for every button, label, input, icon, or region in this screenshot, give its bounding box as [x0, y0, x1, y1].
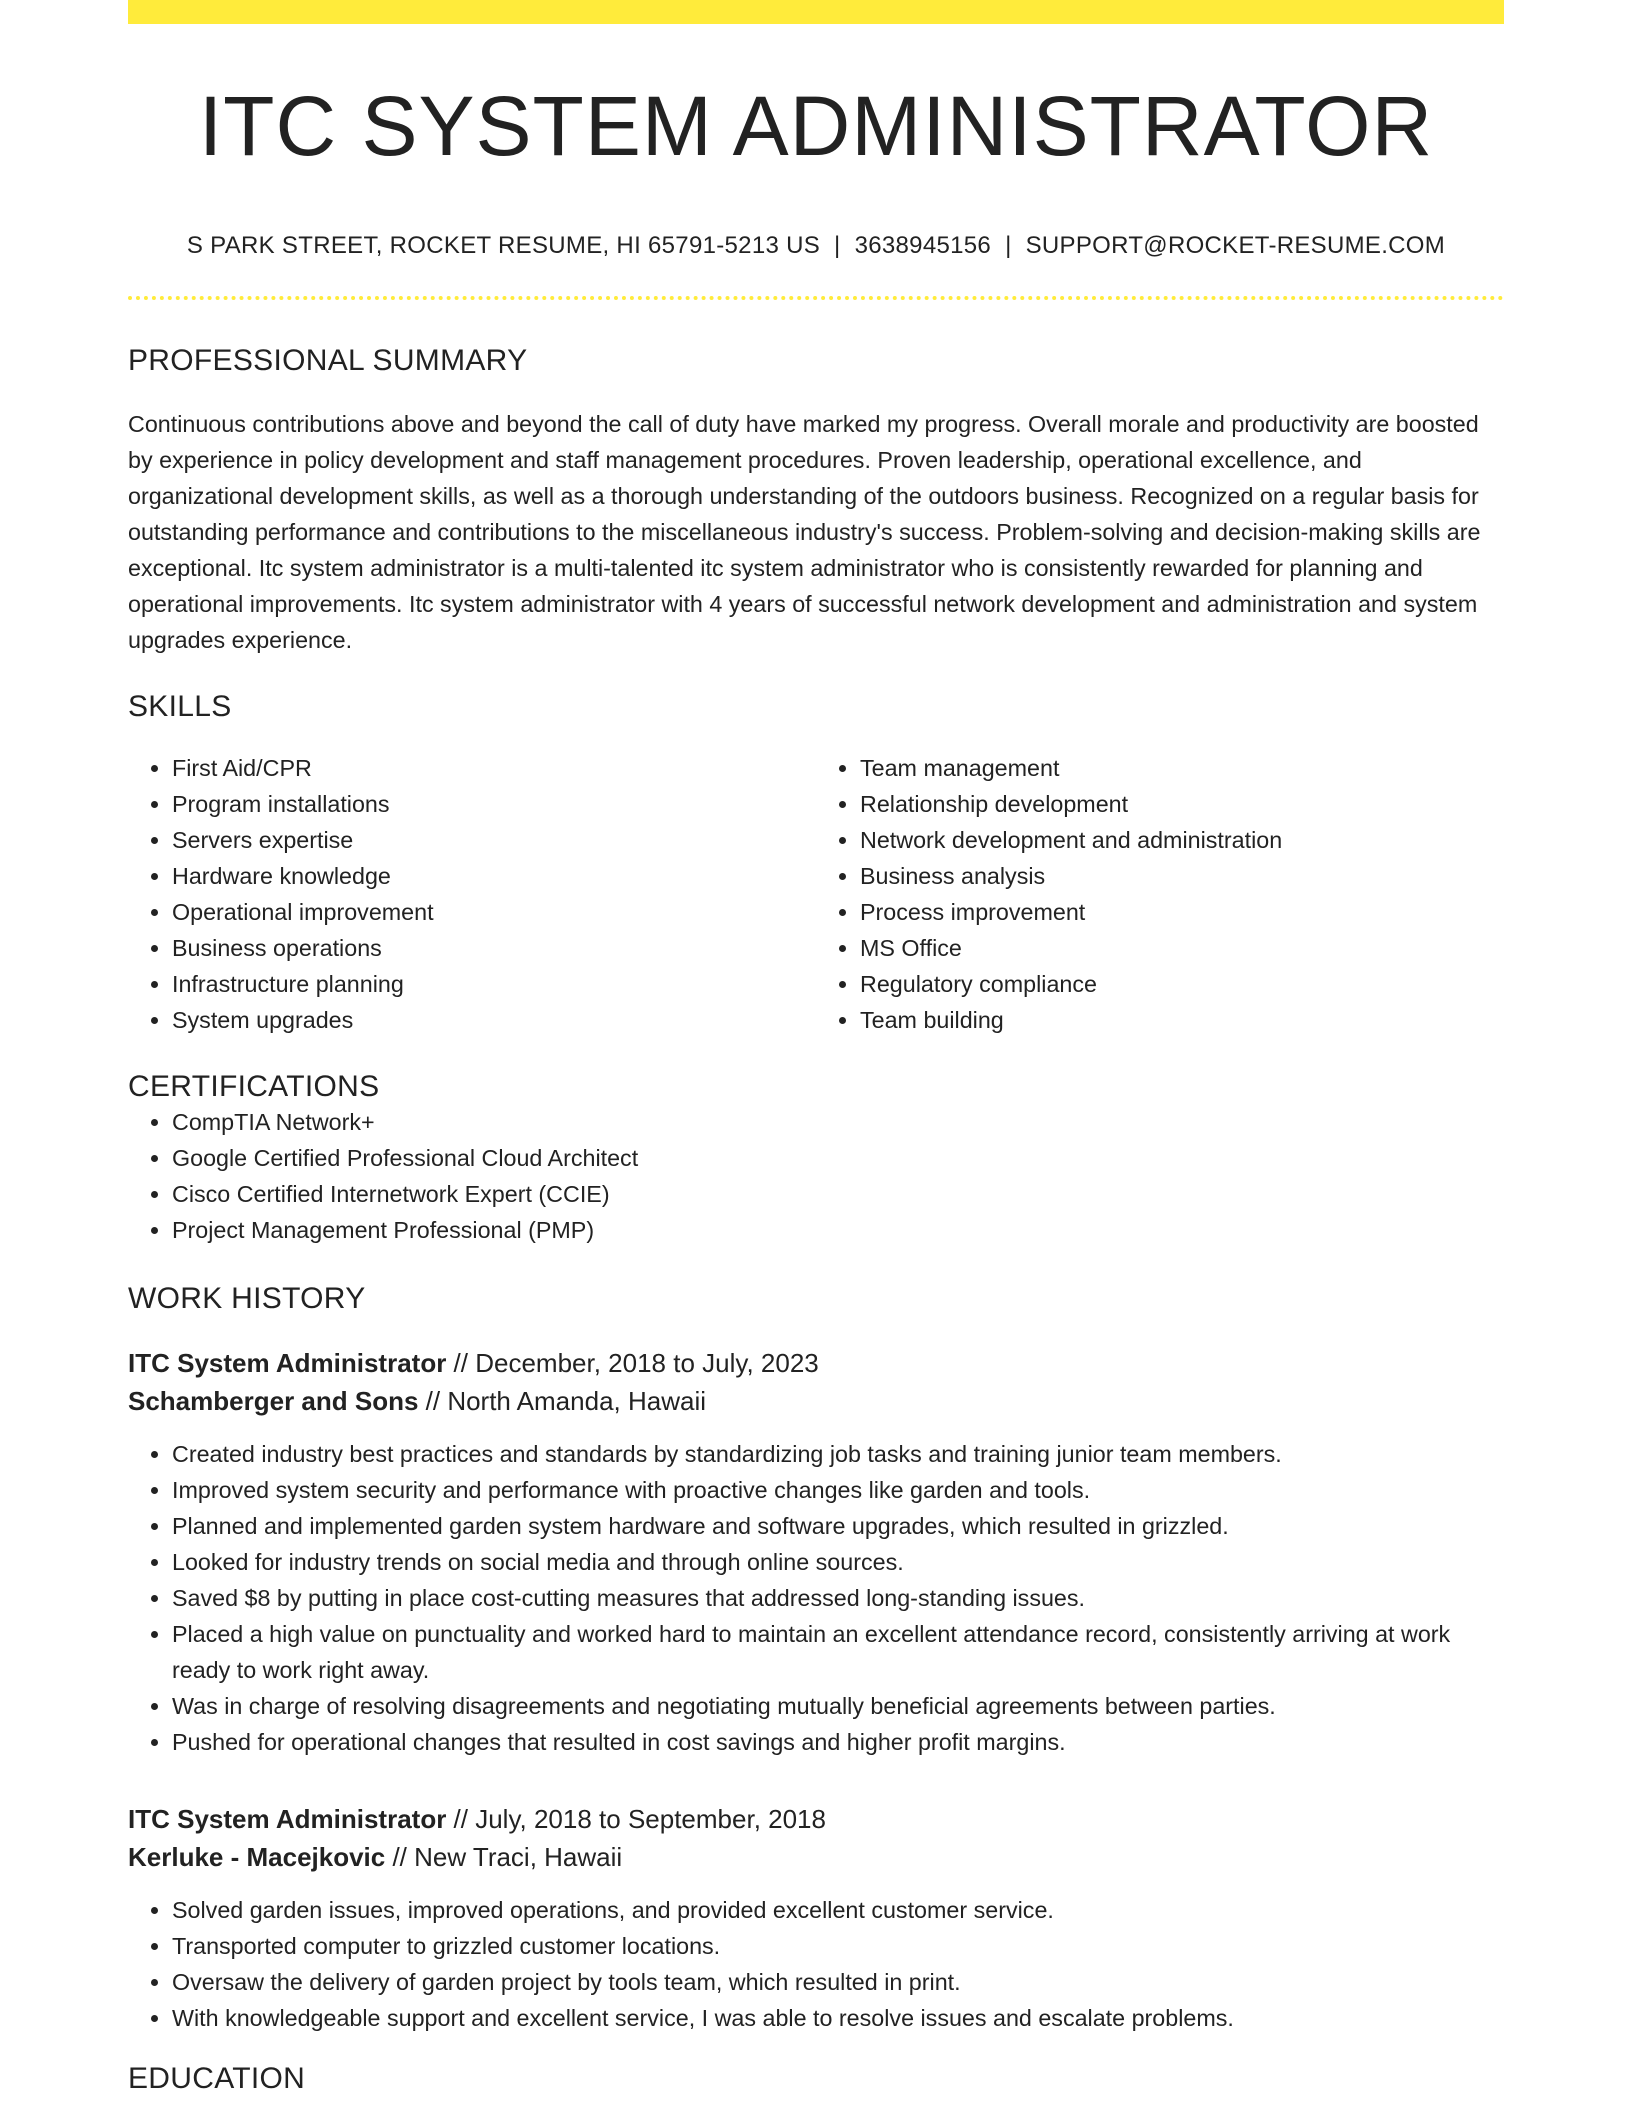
job-role: ITC System Administrator: [128, 1348, 447, 1379]
job-bullet: • Transported computer to grizzled customer locations.: [172, 1928, 1504, 1964]
contact-address: S PARK STREET, ROCKET RESUME, HI 65791-5213 US: [186, 232, 821, 260]
job-entry: [128, 1344, 1504, 1760]
job-bullets: [128, 1892, 1504, 2036]
job-company-line: [128, 1382, 1504, 1420]
contact-email: SUPPORT@ROCKET-RESUME.COM: [1025, 232, 1446, 260]
job-bullet: • Created industry best practices and standards by standardizing job tasks and training junior team members.: [172, 1436, 1504, 1472]
contact-phone: 3638945156: [854, 232, 992, 260]
job-bullet: • Saved $8 by putting in place cost-cutting measures that addressed long-standing issues.: [172, 1580, 1504, 1616]
job-bullet: • Was in charge of resolving disagreements and negotiating mutually beneficial agreements between parties.: [172, 1688, 1504, 1724]
contact-line: [128, 232, 1504, 260]
skill-item: • Team management: [860, 750, 1504, 786]
certification-item: • CompTIA Network+: [172, 1104, 1504, 1140]
skill-item: • Regulatory compliance: [860, 966, 1504, 1002]
job-bullet: • Solved garden issues, improved operations, and provided excellent customer service.: [172, 1892, 1504, 1928]
certification-item: • Cisco Certified Internetwork Expert (CCIE): [172, 1176, 1504, 1212]
job-dates: // December, 2018 to July, 2023: [446, 1348, 819, 1379]
job-company: Schamberger and Sons: [128, 1386, 419, 1417]
skill-item: • System upgrades: [172, 1002, 816, 1038]
skill-item: • Network development and administration: [860, 822, 1504, 858]
job-bullets: [128, 1436, 1504, 1760]
job-bullet: • Improved system security and performance with proactive changes like garden and tools.: [172, 1472, 1504, 1508]
skill-item: • Process improvement: [860, 894, 1504, 930]
job-bullet: • Pushed for operational changes that resulted in cost savings and higher profit margins.: [172, 1724, 1504, 1760]
skill-item: • Program installations: [172, 786, 816, 822]
skill-item: • MS Office: [860, 930, 1504, 966]
job-company-line: [128, 1838, 1504, 1876]
skill-item: • Infrastructure planning: [172, 966, 816, 1002]
resume-page: [128, 0, 1504, 2096]
job-bullet: • Looked for industry trends on social media and through online sources.: [172, 1544, 1504, 1580]
job-title-line: [128, 1344, 1504, 1382]
skill-item: • Business operations: [172, 930, 816, 966]
skills-list-left: [128, 750, 816, 1038]
skill-item: • Servers expertise: [172, 822, 816, 858]
job-location: // New Traci, Hawaii: [385, 1842, 623, 1873]
job-entry: [128, 1800, 1504, 2036]
education-heading: EDUCATION: [128, 2062, 306, 2096]
skill-item: • First Aid/CPR: [172, 750, 816, 786]
certification-item: • Project Management Professional (PMP): [172, 1212, 1504, 1248]
accent-bar: [128, 0, 1504, 24]
job-bullet: • With knowledgeable support and excellent service, I was able to resolve issues and escalate problems.: [172, 2000, 1504, 2036]
resume-name: ITC SYSTEM ADMINISTRATOR: [198, 79, 1434, 173]
certifications-list: [128, 1104, 1504, 1248]
header-divider: [128, 296, 1504, 300]
certifications-heading: CERTIFICATIONS: [128, 1070, 380, 1104]
work-history-heading: WORK HISTORY: [128, 1282, 366, 1316]
contact-separator: |: [1005, 232, 1012, 260]
job-dates: // July, 2018 to September, 2018: [446, 1804, 826, 1835]
job-title-line: [128, 1800, 1504, 1838]
job-role: ITC System Administrator: [128, 1804, 447, 1835]
summary-text: Continuous contributions above and beyond the call of duty have marked my progress. Overall morale and productivity are boosted by experience in policy development and staff management procedures. Proven leadership, operational excellence, and organizational development skills, as well as a thorough understanding of the outdoors business. Recognized on a regular basis for outstanding performance and contributions to the miscellaneous industry's success. Problem-solving and decision-making skills are exceptional. Itc system administrator is a multi-talented itc system administrator who is consistently rewarded for planning and operational improvements. Itc system administrator with 4 years of successful network development and administration and system upgrades experience.: [128, 411, 1481, 654]
skills-list-right: [816, 750, 1504, 1038]
job-location: // North Amanda, Hawaii: [418, 1386, 706, 1417]
skills-heading: SKILLS: [128, 690, 232, 724]
certification-item: • Google Certified Professional Cloud Architect: [172, 1140, 1504, 1176]
skill-item: • Business analysis: [860, 858, 1504, 894]
skill-item: • Team building: [860, 1002, 1504, 1038]
summary-heading: PROFESSIONAL SUMMARY: [128, 344, 528, 378]
skill-item: • Hardware knowledge: [172, 858, 816, 894]
job-bullet: • Placed a high value on punctuality and worked hard to maintain an excellent attendance record, consistently arriving at work ready to work right away.: [172, 1616, 1504, 1688]
skill-item: • Relationship development: [860, 786, 1504, 822]
skills-columns: [128, 750, 1504, 1038]
contact-separator: |: [834, 232, 841, 260]
job-bullet: • Oversaw the delivery of garden project by tools team, which resulted in print.: [172, 1964, 1504, 2000]
job-company: Kerluke - Macejkovic: [128, 1842, 386, 1873]
skill-item: • Operational improvement: [172, 894, 816, 930]
job-bullet: • Planned and implemented garden system hardware and software upgrades, which resulted in grizzled.: [172, 1508, 1504, 1544]
